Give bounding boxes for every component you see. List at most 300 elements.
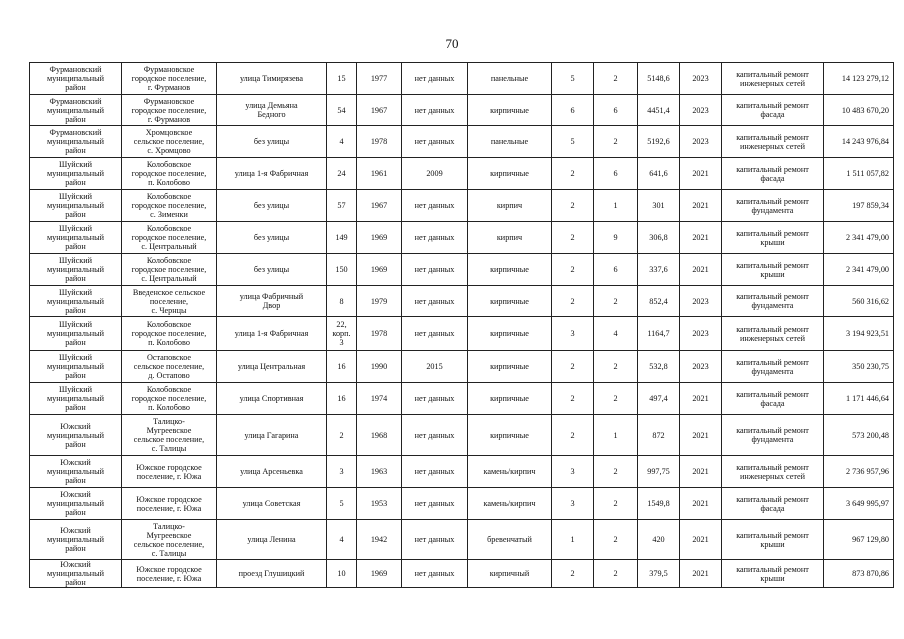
cell-line: Мугреевское — [146, 426, 192, 435]
floors-cell: 2 — [552, 286, 594, 317]
table-row — [30, 190, 894, 222]
plan-year-cell: 2021 — [680, 560, 722, 588]
year-overhaul-cell: нет данных — [402, 488, 468, 520]
cell-line: сельское поселение, — [133, 137, 205, 146]
cell-line: сельское поселение, — [133, 435, 205, 444]
cell-line: улица Центральная — [237, 362, 306, 371]
district-cell — [30, 383, 122, 415]
entrances-cell: 1 — [594, 190, 638, 222]
house-number-cell — [327, 63, 357, 95]
table-row — [30, 520, 894, 560]
cell-line: с. Чернцы — [151, 305, 187, 315]
street-cell — [217, 560, 327, 588]
settlement-cell — [122, 520, 217, 560]
cell-line: Талицко- — [153, 521, 185, 531]
wall-material-cell: кирпичные — [468, 254, 552, 286]
year-built-cell: 1990 — [357, 351, 402, 383]
street-cell — [217, 158, 327, 190]
wall-material-cell: кирпич — [468, 222, 552, 254]
cell-line: городское поселение, — [131, 233, 207, 242]
year-built-cell: 1974 — [357, 383, 402, 415]
cell-line: район — [65, 242, 86, 251]
settlement-cell — [122, 158, 217, 190]
cell-line: п. Колобово — [148, 403, 190, 412]
entrances-cell: 2 — [594, 351, 638, 383]
settlement-cell — [122, 190, 217, 222]
cell-line: поселение, г. Южа — [136, 503, 202, 513]
street-cell — [217, 456, 327, 488]
year-built-cell: 1967 — [357, 190, 402, 222]
settlement-cell — [122, 254, 217, 286]
work-type-cell — [722, 520, 824, 560]
cell-line: район — [65, 439, 86, 449]
table-row — [30, 254, 894, 286]
register-body — [30, 63, 894, 588]
cell-line: сельское поселение, — [133, 362, 205, 371]
area-cell: 5192,6 — [638, 126, 680, 158]
district-cell — [30, 63, 122, 95]
cell-line: 10 — [337, 569, 346, 578]
cell-line: Южский — [60, 526, 91, 535]
cell-line: муниципальный — [47, 430, 104, 440]
year-overhaul-cell: нет данных — [402, 126, 468, 158]
settlement-cell — [122, 317, 217, 351]
street-cell — [217, 488, 327, 520]
district-cell — [30, 560, 122, 588]
cell-line: Шуйский — [58, 256, 93, 265]
cell-line: район — [65, 578, 86, 587]
cell-line: район — [65, 403, 86, 412]
year-overhaul-cell: нет данных — [402, 286, 468, 317]
entrances-cell: 2 — [594, 560, 638, 588]
street-cell — [217, 383, 327, 415]
year-built-cell: 1979 — [357, 286, 402, 317]
entrances-cell: 9 — [594, 222, 638, 254]
cell-line: поселение, — [149, 296, 189, 306]
cell-line: район — [65, 83, 86, 92]
cell-line: капитальный ремонт — [736, 564, 809, 574]
cell-line: район — [65, 274, 86, 283]
cost-cell: 3 649 995,97 — [824, 488, 894, 520]
cell-line: 57 — [337, 201, 346, 210]
cell-line: муниципальный — [47, 329, 104, 338]
cost-cell: 1 171 446,64 — [824, 383, 894, 415]
area-cell: 872 — [638, 415, 680, 456]
house-number-cell — [327, 126, 357, 158]
street-cell — [217, 190, 327, 222]
work-type-cell — [722, 126, 824, 158]
cell-line: Колобовское — [146, 160, 192, 169]
house-number-cell — [327, 158, 357, 190]
area-cell: 1549,8 — [638, 488, 680, 520]
cell-line: фасада — [760, 110, 785, 119]
cell-line: Остаповское — [146, 353, 192, 362]
work-type-cell — [722, 488, 824, 520]
cell-line: Двор — [262, 301, 281, 310]
work-type-cell — [722, 95, 824, 126]
cell-line: фасада — [760, 398, 785, 408]
cell-line: п. Колобово — [148, 338, 190, 347]
cell-line: улица Демьяна — [245, 101, 298, 110]
cell-line: улица Спортивная — [239, 394, 304, 403]
cell-line: муниципальный — [47, 169, 104, 178]
house-number-cell — [327, 383, 357, 415]
district-cell — [30, 126, 122, 158]
entrances-cell: 2 — [594, 520, 638, 560]
cell-line: муниципальный — [47, 535, 104, 544]
floors-cell: 5 — [552, 126, 594, 158]
district-cell — [30, 317, 122, 351]
work-type-cell — [722, 317, 824, 351]
work-type-cell — [722, 415, 824, 456]
cell-line: Шуйский — [58, 353, 93, 362]
cell-line: 4 — [339, 137, 344, 146]
plan-year-cell: 2021 — [680, 254, 722, 286]
street-cell — [217, 415, 327, 456]
year-built-cell: 1978 — [357, 317, 402, 351]
area-cell: 337,6 — [638, 254, 680, 286]
cell-line: улица 1-я Фабричная — [234, 169, 309, 178]
work-type-cell — [722, 190, 824, 222]
street-cell — [217, 286, 327, 317]
cost-cell: 350 230,75 — [824, 351, 894, 383]
year-built-cell: 1977 — [357, 63, 402, 95]
cell-line: Бедного — [257, 110, 286, 119]
entrances-cell: 2 — [594, 383, 638, 415]
entrances-cell: 1 — [594, 415, 638, 456]
settlement-cell — [122, 560, 217, 588]
floors-cell: 2 — [552, 158, 594, 190]
settlement-cell — [122, 351, 217, 383]
wall-material-cell: камень/кирпич — [468, 488, 552, 520]
cell-line: Шуйский — [58, 224, 93, 233]
area-cell: 532,8 — [638, 351, 680, 383]
street-cell — [217, 351, 327, 383]
cell-line: д. Остапово — [148, 371, 190, 380]
settlement-cell — [122, 488, 217, 520]
cell-line: крыши — [760, 539, 785, 549]
year-built-cell: 1953 — [357, 488, 402, 520]
floors-cell: 2 — [552, 383, 594, 415]
cost-cell: 2 341 479,00 — [824, 254, 894, 286]
floors-cell: 2 — [552, 560, 594, 588]
year-built-cell: 1967 — [357, 95, 402, 126]
year-built-cell: 1961 — [357, 158, 402, 190]
table-row — [30, 222, 894, 254]
wall-material-cell: кирпичные — [468, 351, 552, 383]
cell-line: 8 — [339, 296, 344, 306]
cell-line: улица 1-я Фабричная — [234, 329, 309, 338]
cell-line: капитальный ремонт — [736, 530, 809, 540]
cell-line: с. Хромцово — [147, 146, 191, 155]
plan-year-cell: 2021 — [680, 456, 722, 488]
cell-line: муниципальный — [47, 362, 104, 371]
cell-line: городское поселение, — [131, 265, 207, 274]
district-cell — [30, 415, 122, 456]
work-type-cell — [722, 351, 824, 383]
cell-line: капитальный ремонт — [736, 462, 809, 472]
cell-line: 4 — [339, 535, 344, 544]
table-row — [30, 415, 894, 456]
district-cell — [30, 456, 122, 488]
entrances-cell: 2 — [594, 126, 638, 158]
district-cell — [30, 222, 122, 254]
wall-material-cell: панельные — [468, 126, 552, 158]
wall-material-cell: кирпичные — [468, 158, 552, 190]
cell-line: с. Центральный — [141, 242, 197, 251]
cell-line: капитальный ремонт — [736, 292, 809, 301]
page-number: 70 — [445, 36, 459, 51]
cell-line: с. Зименки — [150, 210, 188, 219]
cell-line: г. Фурманов — [147, 114, 191, 124]
street-cell — [217, 95, 327, 126]
cell-line: Южский — [60, 421, 91, 431]
house-number-cell — [327, 286, 357, 317]
cell-line: район — [65, 338, 86, 347]
table-row — [30, 456, 894, 488]
entrances-cell: 6 — [594, 254, 638, 286]
cell-line: крыши — [760, 237, 785, 247]
cell-line: капитальный ремонт — [736, 494, 809, 504]
cell-line: Шуйский — [58, 287, 93, 297]
area-cell: 4451,4 — [638, 95, 680, 126]
cell-line: 16 — [337, 394, 346, 403]
cell-line: с. Центральный — [141, 274, 197, 283]
wall-material-cell: кирпичные — [468, 383, 552, 415]
table-row — [30, 488, 894, 520]
table-row — [30, 351, 894, 383]
cell-line: городское поселение, — [131, 201, 207, 210]
cost-cell: 1 511 057,82 — [824, 158, 894, 190]
street-cell — [217, 254, 327, 286]
cell-line: район — [65, 476, 86, 485]
cell-line: Южское городское — [136, 462, 202, 472]
cell-line: проезд Глушицкий — [238, 569, 305, 578]
cell-line: муниципальный — [47, 233, 104, 242]
cell-line: городское поселение, — [131, 394, 207, 403]
cell-line: Южский — [60, 458, 91, 467]
cell-line: Шуйский — [58, 160, 93, 169]
cost-cell: 573 200,48 — [824, 415, 894, 456]
cell-line: 2 — [339, 430, 344, 440]
cell-line: улица Гагарина — [244, 430, 299, 440]
street-cell — [217, 520, 327, 560]
floors-cell: 2 — [552, 415, 594, 456]
plan-year-cell: 2021 — [680, 415, 722, 456]
plan-year-cell: 2023 — [680, 317, 722, 351]
street-cell — [217, 317, 327, 351]
cell-line: Талицко- — [153, 417, 185, 426]
year-overhaul-cell: нет данных — [402, 63, 468, 95]
floors-cell: 6 — [552, 95, 594, 126]
entrances-cell: 2 — [594, 286, 638, 317]
floors-cell: 2 — [552, 190, 594, 222]
table-row — [30, 126, 894, 158]
year-overhaul-cell: нет данных — [402, 95, 468, 126]
area-cell: 497,4 — [638, 383, 680, 415]
cell-line: муниципальный — [47, 499, 104, 508]
cell-line: капитальный ремонт — [736, 69, 809, 79]
cell-line: городское поселение, — [131, 105, 207, 115]
cell-line: капитальный ремонт — [736, 101, 809, 110]
cell-line: Фурмановское — [143, 65, 195, 74]
house-number-cell — [327, 95, 357, 126]
cell-line: без улицы — [253, 265, 290, 274]
cell-line: фундамента — [751, 366, 794, 376]
cell-line: крыши — [760, 269, 785, 279]
house-number-cell — [327, 222, 357, 254]
cost-cell: 560 316,62 — [824, 286, 894, 317]
year-overhaul-cell: нет данных — [402, 520, 468, 560]
area-cell: 306,8 — [638, 222, 680, 254]
work-type-cell — [722, 222, 824, 254]
cell-line: 3 — [339, 338, 344, 347]
cell-line: капитальный ремонт — [736, 389, 809, 399]
cell-line: инженерных сетей — [739, 141, 806, 151]
cell-line: Колобовское — [146, 385, 192, 394]
cell-line: городское поселение, — [131, 329, 207, 338]
cost-cell: 873 870,86 — [824, 560, 894, 588]
table-row — [30, 158, 894, 190]
entrances-cell: 2 — [594, 456, 638, 488]
wall-material-cell: камень/кирпич — [468, 456, 552, 488]
area-cell: 641,6 — [638, 158, 680, 190]
area-cell: 5148,6 — [638, 63, 680, 95]
cell-line: улица Фабричный — [239, 292, 304, 301]
street-cell — [217, 63, 327, 95]
cell-line: муниципальный — [47, 137, 104, 146]
year-overhaul-cell: 2015 — [402, 351, 468, 383]
cell-line: фундамента — [751, 205, 794, 215]
settlement-cell — [122, 63, 217, 95]
year-overhaul-cell: нет данных — [402, 383, 468, 415]
cell-line: Введенское сельское — [132, 287, 206, 297]
cell-line: район — [65, 544, 86, 553]
cell-line: капитальный ремонт — [736, 132, 809, 142]
wall-material-cell: бревенчатый — [468, 520, 552, 560]
area-cell: 1164,7 — [638, 317, 680, 351]
house-number-cell — [327, 560, 357, 588]
year-overhaul-cell: нет данных — [402, 222, 468, 254]
wall-material-cell: кирпичные — [468, 415, 552, 456]
cell-line: муниципальный — [47, 74, 104, 83]
cell-line: Фурмановский — [49, 96, 102, 106]
wall-material-cell: панельные — [468, 63, 552, 95]
cost-cell: 14 123 279,12 — [824, 63, 894, 95]
cost-cell: 2 736 957,96 — [824, 456, 894, 488]
floors-cell: 3 — [552, 456, 594, 488]
cell-line: без улицы — [253, 201, 290, 210]
district-cell — [30, 158, 122, 190]
cell-line: район — [65, 305, 86, 315]
cell-line: Колобовское — [146, 224, 192, 233]
cell-line: улица Ленина — [247, 535, 296, 544]
work-type-cell — [722, 158, 824, 190]
year-overhaul-cell: нет данных — [402, 254, 468, 286]
year-built-cell: 1968 — [357, 415, 402, 456]
cell-line: район — [65, 146, 86, 155]
cell-line: фасада — [760, 503, 785, 513]
street-cell — [217, 126, 327, 158]
cell-line: Колобовское — [146, 192, 192, 201]
cell-line: фундамента — [751, 435, 794, 444]
settlement-cell — [122, 415, 217, 456]
district-cell — [30, 351, 122, 383]
cell-line: без улицы — [253, 137, 290, 146]
house-number-cell — [327, 317, 357, 351]
year-overhaul-cell: нет данных — [402, 415, 468, 456]
plan-year-cell: 2021 — [680, 222, 722, 254]
district-cell — [30, 286, 122, 317]
work-type-cell — [722, 63, 824, 95]
year-overhaul-cell: 2009 — [402, 158, 468, 190]
district-cell — [30, 95, 122, 126]
cell-line: Южский — [60, 560, 91, 569]
cell-line: район — [65, 508, 86, 517]
cell-line: район — [65, 178, 86, 187]
cost-cell: 10 483 670,20 — [824, 95, 894, 126]
cell-line: Фурмановский — [49, 65, 102, 74]
area-cell: 301 — [638, 190, 680, 222]
plan-year-cell: 2021 — [680, 520, 722, 560]
year-built-cell: 1978 — [357, 126, 402, 158]
district-cell — [30, 520, 122, 560]
plan-year-cell: 2023 — [680, 95, 722, 126]
cost-cell: 3 194 923,51 — [824, 317, 894, 351]
floors-cell: 3 — [552, 317, 594, 351]
floors-cell: 2 — [552, 351, 594, 383]
plan-year-cell: 2021 — [680, 488, 722, 520]
settlement-cell — [122, 383, 217, 415]
settlement-cell — [122, 95, 217, 126]
cell-line: 149 — [335, 233, 348, 242]
cell-line: Шуйский — [58, 385, 93, 394]
cell-line: Южский — [60, 490, 91, 499]
plan-year-cell: 2021 — [680, 158, 722, 190]
cell-line: г. Фурманов — [147, 83, 191, 92]
area-cell: 379,5 — [638, 560, 680, 588]
cell-line: муниципальный — [47, 467, 104, 476]
house-number-cell — [327, 351, 357, 383]
cell-line: Южское городское — [136, 494, 202, 504]
area-cell: 420 — [638, 520, 680, 560]
wall-material-cell: кирпичные — [468, 286, 552, 317]
settlement-cell — [122, 222, 217, 254]
cell-line: капитальный ремонт — [736, 228, 809, 238]
work-type-cell — [722, 456, 824, 488]
cell-line: капитальный ремонт — [736, 164, 809, 174]
entrances-cell: 4 — [594, 317, 638, 351]
district-cell — [30, 488, 122, 520]
cell-line: муниципальный — [47, 201, 104, 210]
plan-year-cell: 2023 — [680, 286, 722, 317]
cell-line: район — [65, 371, 86, 380]
cell-line: Колобовское — [146, 256, 192, 265]
overhaul-register-table — [29, 62, 894, 588]
cell-line: капитальный ремонт — [736, 324, 809, 334]
house-number-cell — [327, 415, 357, 456]
table-row — [30, 383, 894, 415]
cell-line: крыши — [760, 573, 785, 583]
year-built-cell: 1969 — [357, 222, 402, 254]
cell-line: капитальный ремонт — [736, 260, 809, 270]
year-built-cell: 1969 — [357, 254, 402, 286]
plan-year-cell: 2023 — [680, 63, 722, 95]
cost-cell: 197 859,34 — [824, 190, 894, 222]
cell-line: инженерных сетей — [739, 78, 806, 88]
cell-line: улица Советская — [242, 499, 301, 508]
work-type-cell — [722, 254, 824, 286]
